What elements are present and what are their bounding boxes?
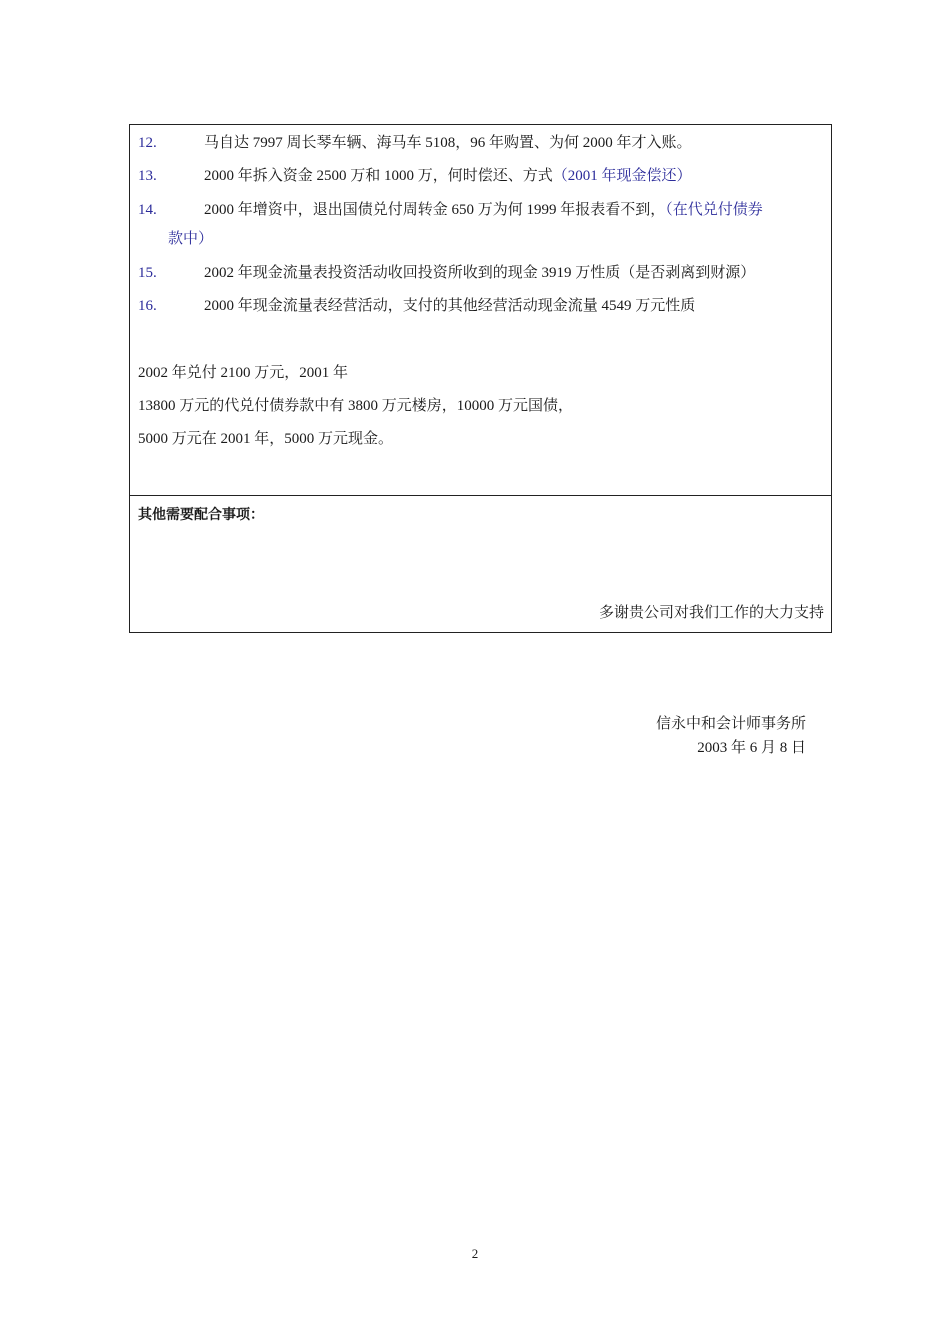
item-text: 2000 年增资中，退出国债兑付周转金 650 万为何 1999 年报表看不到， (204, 202, 666, 218)
item-number: 12. (138, 135, 157, 151)
note-line: 2002 年兑付 2100 万元，2001 年 (138, 365, 349, 381)
item-number: 16. (138, 298, 157, 314)
item-number: 13. (138, 168, 157, 184)
list-item (138, 259, 825, 288)
item-text: 2002 年现金流量表投资活动收回投资所收到的现金 3919 万性质（是否剥离到财源） (204, 265, 756, 281)
item-annotation: （2001 年现金偿还） (552, 168, 692, 184)
signature-date: 2003 年 6 月 8 日 (697, 740, 806, 756)
firm-name: 信永中和会计师事务所 (655, 716, 806, 732)
note-line: 13800 万元的代兑付债券款中有 3800 万元楼房，10000 万元国债， (138, 398, 574, 414)
list-item (138, 162, 825, 191)
note-line: 5000 万元在 2001 年，5000 万元现金。 (138, 431, 394, 447)
item-text: 2000 年拆入资金 2500 万和 1000 万，何时偿还、方式 (204, 168, 553, 184)
item-text: 2000 年现金流量表经营活动，支付的其他经营活动现金流量 4549 万元性质 (204, 298, 696, 314)
item-annotation: （在代兑付债券 (665, 202, 763, 218)
item-annotation-continued: 款中） (168, 231, 214, 247)
other-matters-heading: 其他需要配合事项： (138, 507, 264, 523)
item-number: 14. (138, 202, 157, 218)
item-text: 马自达 7997 周长琴车辆、海马车 5108，96 年购置、为何 2000 年才入账。 (204, 135, 692, 151)
section-divider (130, 495, 831, 496)
list-item (138, 196, 825, 254)
request-table (129, 124, 832, 633)
page-number: 2 (471, 1246, 479, 1261)
list-item (138, 292, 825, 321)
item-number: 15. (138, 265, 157, 281)
thanks-text: 多谢贵公司对我们工作的大力支持 (598, 605, 824, 621)
list-item (138, 129, 825, 158)
